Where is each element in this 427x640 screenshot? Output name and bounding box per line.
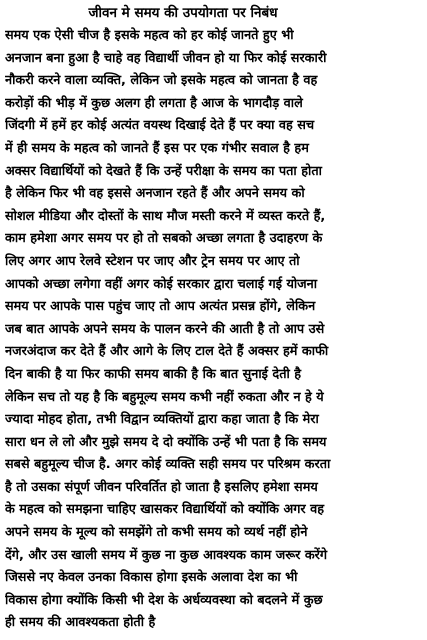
essay-line: सोशल मीडिया और दोस्तों के साथ मौज मस्ती करने में व्यस्त करते हैं, [5, 208, 326, 224]
essay-line: अनजान बना हुआ है चाहे वह विद्यार्थी जीवन हो या फिर कोई सरकारी [5, 50, 327, 66]
essay-line: देंगे, और उस खाली समय में कुछ ना कुछ आवश्यक काम जरूर करेंगे [5, 547, 328, 563]
essay-body [5, 25, 421, 635]
essay-line: समय एक ऐसी चीज है इसके महत्व को हर कोई जानते हुए भी [5, 28, 294, 43]
essay-line: काम हमेशा अगर समय पर हो तो सबको अच्छा लगता है उदाहरण के [5, 231, 323, 247]
essay-line: जिंदगी में हमें हर कोई अत्यंत वयस्थ दिखाई देते हैं पर क्या वह सच [5, 118, 315, 134]
essay-line: जिससे नए केवल उनका विकास होगा इसके अलावा देश का भी [5, 570, 298, 586]
essay-line: के महत्व को समझना चाहिए खासकर विद्यार्थियों को क्योंकि अगर वह [5, 502, 325, 518]
essay-line: है लेकिन फिर भी वह इससे अनजान रहते हैं और अपने समय को [5, 186, 305, 202]
essay-line: सारा धन ले लो और मुझे समय दे दो क्योंकि उन्हें भी पता है कि समय [5, 434, 327, 450]
essay-line: अपने समय के मूल्य को समझेंगे तो कभी समय को व्यर्थ नहीं होने [5, 525, 308, 541]
essay-line: ही समय की आवश्यकता होती है [5, 615, 156, 631]
essay-line: विकास होगा क्योंकि किसी भी देश के अर्धव्यवस्था को बदलने में कुछ [5, 592, 323, 608]
essay-line: लेकिन सच तो यह है कि बहुमूल्य समय कभी नहीं रुकता और न हे ये [5, 389, 324, 405]
essay-line: अक्सर विद्यार्थियों को देखते हैं कि उन्हें परीक्षा के समय का पता होता [5, 163, 322, 179]
essay-line: समय पर आपके पास पहुंच जाए तो आप अत्यंत प्रसन्न होंगे, लेकिन [5, 299, 316, 315]
essay-line: दिन बाकी है या फिर काफी समय बाकी है कि बात सुनाई देती है [5, 366, 302, 382]
essay-line: में ही समय के महत्व को जानते हैं इस पर एक गंभीर सवाल है हम [5, 140, 309, 156]
essay-line: ज्यादा मोहद होता, तभी विद्वान व्यक्तियों द्वारा कहा जाता है कि मेरा [5, 412, 319, 428]
essay-line: नौकरी करने वाला व्यक्ति, लेकिन जो इसके महत्व को जानता है वह [5, 73, 318, 89]
essay-line: आपको अच्छा लगेगा वहीं अगर कोई सरकार द्वारा चलाई गई योजना [5, 276, 318, 292]
essay-line: जब बात आपके अपने समय के पालन करने की आती है तो आप उसे [5, 321, 325, 337]
essay-line: सबसे बहुमूल्य चीज है. अगर कोई व्यक्ति सही समय पर परिश्रम करता [5, 457, 331, 473]
essay-line: है तो उसका संपूर्ण जीवन परिवर्तित हो जाता है इसलिए हमेशा समय [5, 479, 318, 495]
essay-line: करोड़ों की भीड़ में कुछ अलग ही लगता है आज के भागदौड़ वाले [5, 95, 303, 111]
essay-line: लिए अगर आप रेलवे स्टेशन पर जाए और ट्रेन समय पर आए तो [5, 253, 300, 269]
essay-title: जीवन मे समय की उपयोगता पर निबंध [88, 5, 278, 21]
essay-line: नजरअंदाज कर देते हैं और आगे के लिए टाल देते हैं अक्सर हमें काफी [5, 344, 329, 360]
